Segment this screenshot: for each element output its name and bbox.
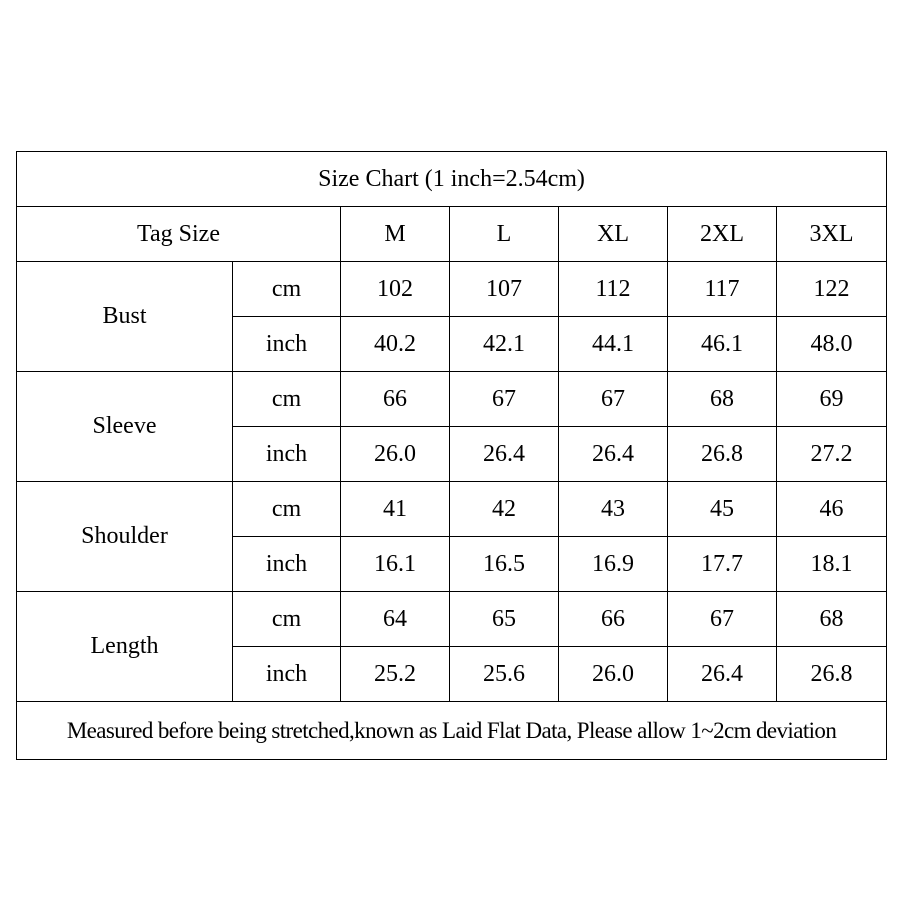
value-cell: 69 [777,372,887,427]
unit-cell: cm [233,592,341,647]
size-header-2xl: 2XL [668,207,777,262]
measurement-name-sleeve: Sleeve [17,372,233,482]
value-cell: 46.1 [668,317,777,372]
value-cell: 64 [341,592,450,647]
value-cell: 43 [559,482,668,537]
value-cell: 16.1 [341,537,450,592]
table-row [17,372,887,427]
table-row [17,262,887,317]
value-cell: 44.1 [559,317,668,372]
value-cell: 26.8 [777,647,887,702]
header-row [17,207,887,262]
value-cell: 68 [668,372,777,427]
value-cell: 26.4 [668,647,777,702]
table-row [17,482,887,537]
unit-cell: cm [233,262,341,317]
value-cell: 25.2 [341,647,450,702]
value-cell: 26.8 [668,427,777,482]
value-cell: 122 [777,262,887,317]
title-row [17,152,887,207]
measurement-name-bust: Bust [17,262,233,372]
note-row [17,702,887,760]
size-header-3xl: 3XL [777,207,887,262]
value-cell: 16.9 [559,537,668,592]
unit-cell: inch [233,647,341,702]
size-header-l: L [450,207,559,262]
measurement-name-shoulder: Shoulder [17,482,233,592]
size-header-m: M [341,207,450,262]
value-cell: 41 [341,482,450,537]
value-cell: 102 [341,262,450,317]
value-cell: 107 [450,262,559,317]
value-cell: 117 [668,262,777,317]
size-header-xl: XL [559,207,668,262]
value-cell: 65 [450,592,559,647]
value-cell: 68 [777,592,887,647]
value-cell: 46 [777,482,887,537]
value-cell: 26.4 [559,427,668,482]
value-cell: 66 [341,372,450,427]
value-cell: 26.4 [450,427,559,482]
measurement-note: Measured before being stretched,known as Laid Flat Data, Please allow 1~2cm deviation [17,702,887,760]
unit-cell: inch [233,317,341,372]
size-chart-table [16,151,887,760]
unit-cell: cm [233,372,341,427]
unit-cell: inch [233,427,341,482]
tag-size-label: Tag Size [17,207,341,262]
value-cell: 25.6 [450,647,559,702]
value-cell: 67 [559,372,668,427]
value-cell: 16.5 [450,537,559,592]
unit-cell: inch [233,537,341,592]
measurement-name-length: Length [17,592,233,702]
value-cell: 45 [668,482,777,537]
chart-title: Size Chart (1 inch=2.54cm) [17,152,887,207]
value-cell: 112 [559,262,668,317]
table-row [17,592,887,647]
value-cell: 42.1 [450,317,559,372]
value-cell: 26.0 [341,427,450,482]
unit-cell: cm [233,482,341,537]
value-cell: 66 [559,592,668,647]
value-cell: 67 [668,592,777,647]
value-cell: 48.0 [777,317,887,372]
value-cell: 27.2 [777,427,887,482]
value-cell: 26.0 [559,647,668,702]
value-cell: 18.1 [777,537,887,592]
value-cell: 40.2 [341,317,450,372]
value-cell: 17.7 [668,537,777,592]
value-cell: 67 [450,372,559,427]
value-cell: 42 [450,482,559,537]
